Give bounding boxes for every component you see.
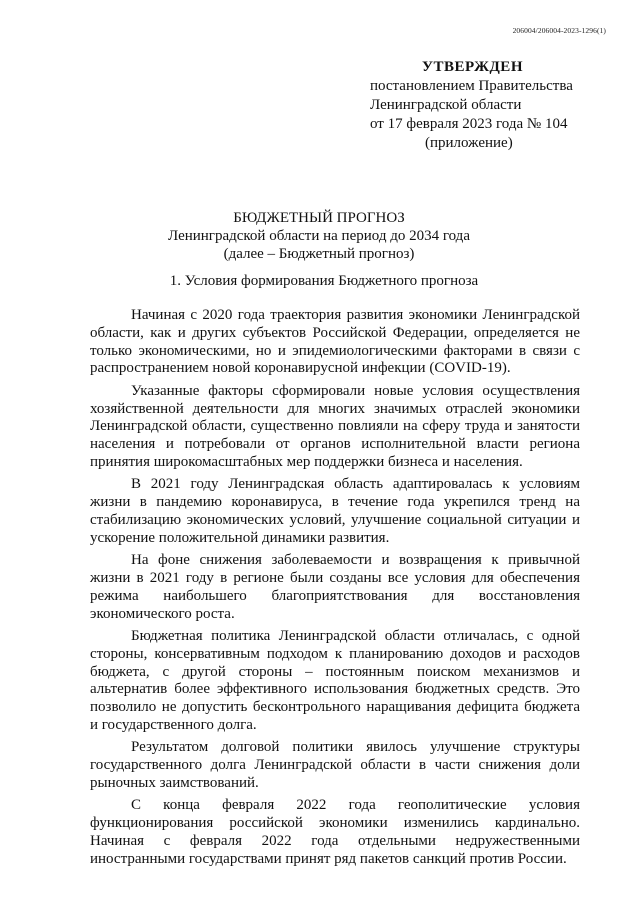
document-title-block [0, 209, 638, 263]
approval-line-1: постановлением Правительства [370, 78, 573, 94]
paragraph-3: В 2021 году Ленинградская область адаптировалась к условиям жизни в пандемию коронавируса, в течение года укрепился тренд на стабилизацию экономических условий, улучшение социальной ситуации и ускорение положительной динамики развития. [90, 476, 580, 546]
approval-line-2: Ленинградской области [370, 97, 522, 113]
paragraph-5: Бюджетная политика Ленинградской области отличалась, с одной стороны, консервативным подходом к планированию доходов и расходов бюджета, с другой стороны – постоянным поиском механизмов и альтернатив более эффективного использования бюджетных средств. Это позволило не допустить бесконтрольного наращивания дефицита бюджета и государственного долга. [90, 627, 580, 733]
document-title: БЮДЖЕТНЫЙ ПРОГНОЗ [233, 210, 405, 226]
approval-appendix: (приложение) [425, 135, 513, 151]
document-id: 206004/206004-2023-1296(1) [512, 26, 606, 35]
body-text [90, 307, 580, 873]
paragraph-4: На фоне снижения заболеваемости и возвращения к привычной жизни в 2021 году в регионе были созданы все условия для обеспечения режима наибольшего благоприятствования для восстановления экономического роста. [90, 552, 580, 622]
document-subtitle: Ленинградской области на период до 2034 года [168, 228, 470, 244]
approval-heading: УТВЕРЖДЕН [422, 59, 523, 75]
paragraph-6: Результатом долговой политики явилось улучшение структуры государственного долга Ленинградской области в части снижения доли рыночных заимствований. [90, 739, 580, 791]
document-title-note: (далее – Бюджетный прогноз) [223, 246, 415, 262]
paragraph-7: С конца февраля 2022 года геополитические условия функционирования российской экономики изменились кардинально. Начиная с февраля 2022 года отдельными недружественными иностранными государствами принят ряд пакетов санкций против России. [90, 797, 580, 867]
section-heading: 1. Условия формирования Бюджетного прогноза [169, 273, 479, 289]
approval-stamp [370, 58, 573, 153]
paragraph-1: Начиная с 2020 года траектория развития экономики Ленинградской области, как и других субъектов Российской Федерации, определяется не только экономическими, но и эпидемиологическими факторами в связи с распространением новой коронавирусной инфекции (COVID-19). [90, 307, 580, 377]
paragraph-2: Указанные факторы сформировали новые условия осуществления хозяйственной деятельности для многих значимых отраслей экономики Ленинградской области, существенно повлияли на сферу труда и занятости населения и потребовали от органов исполнительной власти региона принятия широкомасштабных мер поддержки бизнеса и населения. [90, 382, 580, 470]
approval-line-3: от 17 февраля 2023 года № 104 [370, 116, 568, 132]
